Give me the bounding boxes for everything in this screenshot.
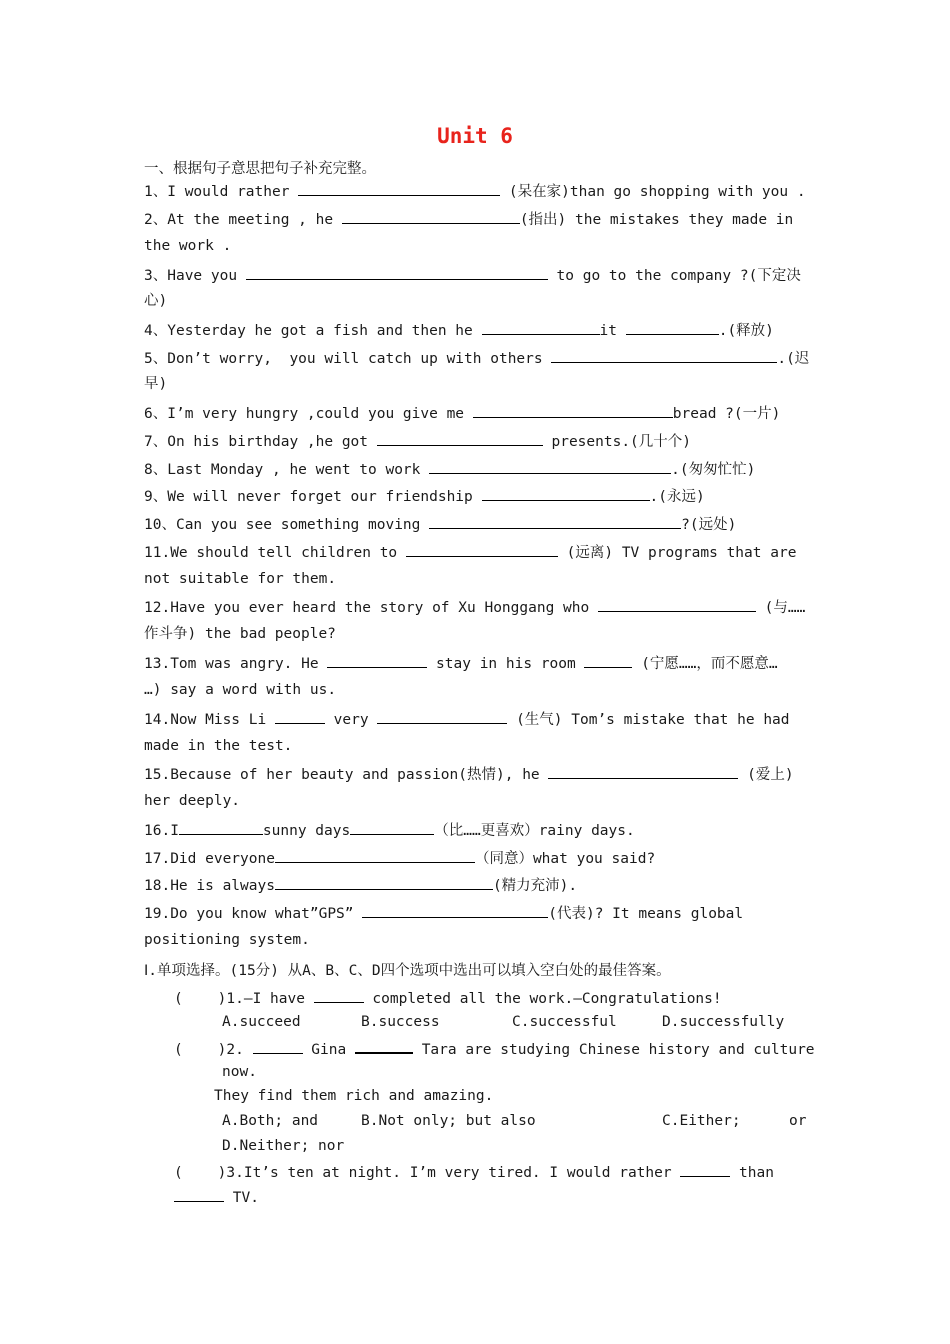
blank	[350, 820, 434, 835]
text: 1、I would rather	[144, 184, 299, 200]
blank	[406, 542, 558, 557]
text: 18.He is always	[144, 878, 275, 894]
text: 5、Don’t worry, you will catch up with others	[144, 351, 552, 367]
q15-cont: her deeply.	[144, 793, 241, 809]
mc-q2-cont2: They find them rich and amazing.	[214, 1088, 494, 1104]
blank	[482, 486, 650, 501]
blank	[473, 403, 673, 418]
blank	[275, 875, 493, 890]
blank	[551, 348, 777, 363]
q11-line	[144, 542, 796, 562]
mc-q2-option-d: D.Neither; nor	[222, 1138, 345, 1154]
text: 7、On his birthday ,he got	[144, 434, 377, 450]
q12-line	[144, 597, 805, 617]
q5-line	[144, 348, 809, 368]
q15-line	[144, 764, 794, 784]
q14-line	[144, 709, 790, 729]
mc-q1	[174, 988, 722, 1008]
q16-line	[144, 820, 635, 840]
blank	[314, 988, 364, 1003]
q19-line	[144, 903, 743, 923]
blank	[429, 459, 671, 474]
blank	[179, 820, 263, 835]
blank	[548, 764, 738, 779]
mc-q2-option-c-cont: or	[789, 1113, 807, 1129]
blank	[626, 320, 719, 335]
text: 4、Yesterday he got a fish and then he	[144, 323, 482, 339]
text: it	[599, 323, 626, 339]
blank	[355, 1038, 413, 1054]
text: .(释放)	[718, 323, 774, 339]
text: than	[730, 1165, 774, 1181]
mc-q1-option-c: C.successful	[512, 1014, 617, 1030]
blank	[275, 709, 325, 724]
text: 3、Have you	[144, 268, 246, 284]
text: 10、Can you see something moving	[144, 517, 430, 533]
q9-line	[144, 486, 705, 506]
text: Tara are studying Chinese history and culture	[412, 1042, 815, 1058]
q3-line	[144, 265, 801, 285]
text: (呆在家)than go shopping with you .	[500, 184, 806, 200]
q12-cont: 作斗争) the bad people?	[144, 626, 336, 642]
text: sunny days	[262, 823, 351, 839]
text: （比……更喜欢）rainy days.	[434, 823, 635, 839]
mc-q1-option-d: D.successfully	[662, 1014, 785, 1030]
q18-line	[144, 875, 577, 895]
mc-q2-option-c: C.Either;	[662, 1113, 741, 1129]
blank	[377, 709, 507, 724]
q8-line	[144, 459, 755, 479]
text: 17.Did everyone	[144, 851, 275, 867]
blank	[327, 653, 427, 668]
text: .(永远)	[649, 489, 705, 505]
text: 6、I’m very hungry ,could you give me	[144, 406, 473, 422]
q5-cont: 早)	[144, 376, 168, 392]
text: (精力充沛).	[492, 878, 578, 894]
q13-line	[144, 653, 778, 673]
text: ( )3.It’s ten at night. I’m very tired. I would rather	[174, 1165, 681, 1181]
text: to go to the company ?(下定决	[547, 268, 801, 284]
q10-line	[144, 514, 736, 534]
blank	[482, 320, 600, 335]
text: (宁愿……，而不愿意…	[632, 656, 778, 672]
blank	[275, 848, 475, 863]
text: presents.(几十个)	[542, 434, 692, 450]
q2-cont: the work .	[144, 238, 232, 254]
text: ( )1.—I have	[174, 991, 314, 1007]
q17-line	[144, 848, 655, 868]
text: 19.Do you know what”GPS”	[144, 906, 363, 922]
text: completed all the work.—Congratulations!	[363, 991, 722, 1007]
section2-heading: Ⅰ.单项选择。(15分) 从A、B、C、D四个选项中选出可以填入空白处的最佳答案。	[144, 963, 671, 979]
mc-q2-cont: now.	[222, 1064, 257, 1080]
q19-cont: positioning system.	[144, 932, 310, 948]
blank	[584, 653, 632, 668]
blank	[429, 514, 681, 529]
text: .(匆匆忙忙)	[671, 462, 756, 478]
mc-q2-option-b: B.Not only; but also	[361, 1113, 536, 1129]
text: 12.Have you ever heard the story of Xu Honggang who	[144, 600, 598, 616]
text: (爱上)	[738, 767, 794, 783]
q4-line	[144, 320, 774, 340]
text: (生气) Tom’s mistake that he had	[507, 712, 790, 728]
text: stay in his room	[427, 656, 585, 672]
q14-cont: made in the test.	[144, 738, 293, 754]
text: bread ?(一片)	[672, 406, 781, 422]
text: 11.We should tell children to	[144, 545, 406, 561]
blank	[253, 1039, 303, 1054]
text: (远离) TV programs that are	[557, 545, 797, 561]
blank	[598, 597, 756, 612]
q7-line	[144, 431, 691, 451]
blank	[298, 181, 500, 196]
text: Gina	[302, 1042, 355, 1058]
q11-cont: not suitable for them.	[144, 571, 337, 587]
mc-q3	[174, 1162, 774, 1182]
text: very	[324, 712, 378, 728]
text: 13.Tom was angry. He	[144, 656, 328, 672]
blank	[362, 903, 548, 918]
blank	[174, 1187, 224, 1202]
page-title: Unit 6	[437, 124, 513, 148]
blank	[342, 209, 520, 224]
text: （同意）what you said?	[474, 851, 656, 867]
text: 2、At the meeting , he	[144, 212, 342, 228]
mc-q2	[174, 1038, 815, 1059]
text: (代表)? It means global	[548, 906, 744, 922]
text: .(迟	[777, 351, 810, 367]
blank	[680, 1162, 730, 1177]
text: 15.Because of her beauty and passion(热情), he	[144, 767, 549, 783]
q2-line	[144, 209, 793, 229]
text: 8、Last Monday , he went to work	[144, 462, 430, 478]
text: 14.Now Miss Li	[144, 712, 275, 728]
text: (指出) the mistakes they made in	[519, 212, 794, 228]
blank	[377, 431, 543, 446]
mc-q3-cont	[174, 1187, 259, 1207]
text: TV.	[224, 1190, 259, 1206]
mc-q1-option-a: A.succeed	[222, 1014, 301, 1030]
q13-cont: …) say a word with us.	[144, 682, 337, 698]
text: 16.I	[144, 823, 179, 839]
q3-cont: 心)	[144, 293, 168, 309]
text: 9、We will never forget our friendship	[144, 489, 482, 505]
text: ?(远处)	[681, 517, 737, 533]
section1-heading: 一、根据句子意思把句子补充完整。	[144, 161, 376, 177]
q6-line	[144, 403, 780, 423]
mc-q2-option-a: A.Both; and	[222, 1113, 319, 1129]
blank	[246, 265, 548, 280]
mc-q1-option-b: B.success	[361, 1014, 440, 1030]
q1-line	[144, 181, 806, 201]
text: ( )2.	[174, 1042, 253, 1058]
text: (与……	[755, 600, 806, 616]
